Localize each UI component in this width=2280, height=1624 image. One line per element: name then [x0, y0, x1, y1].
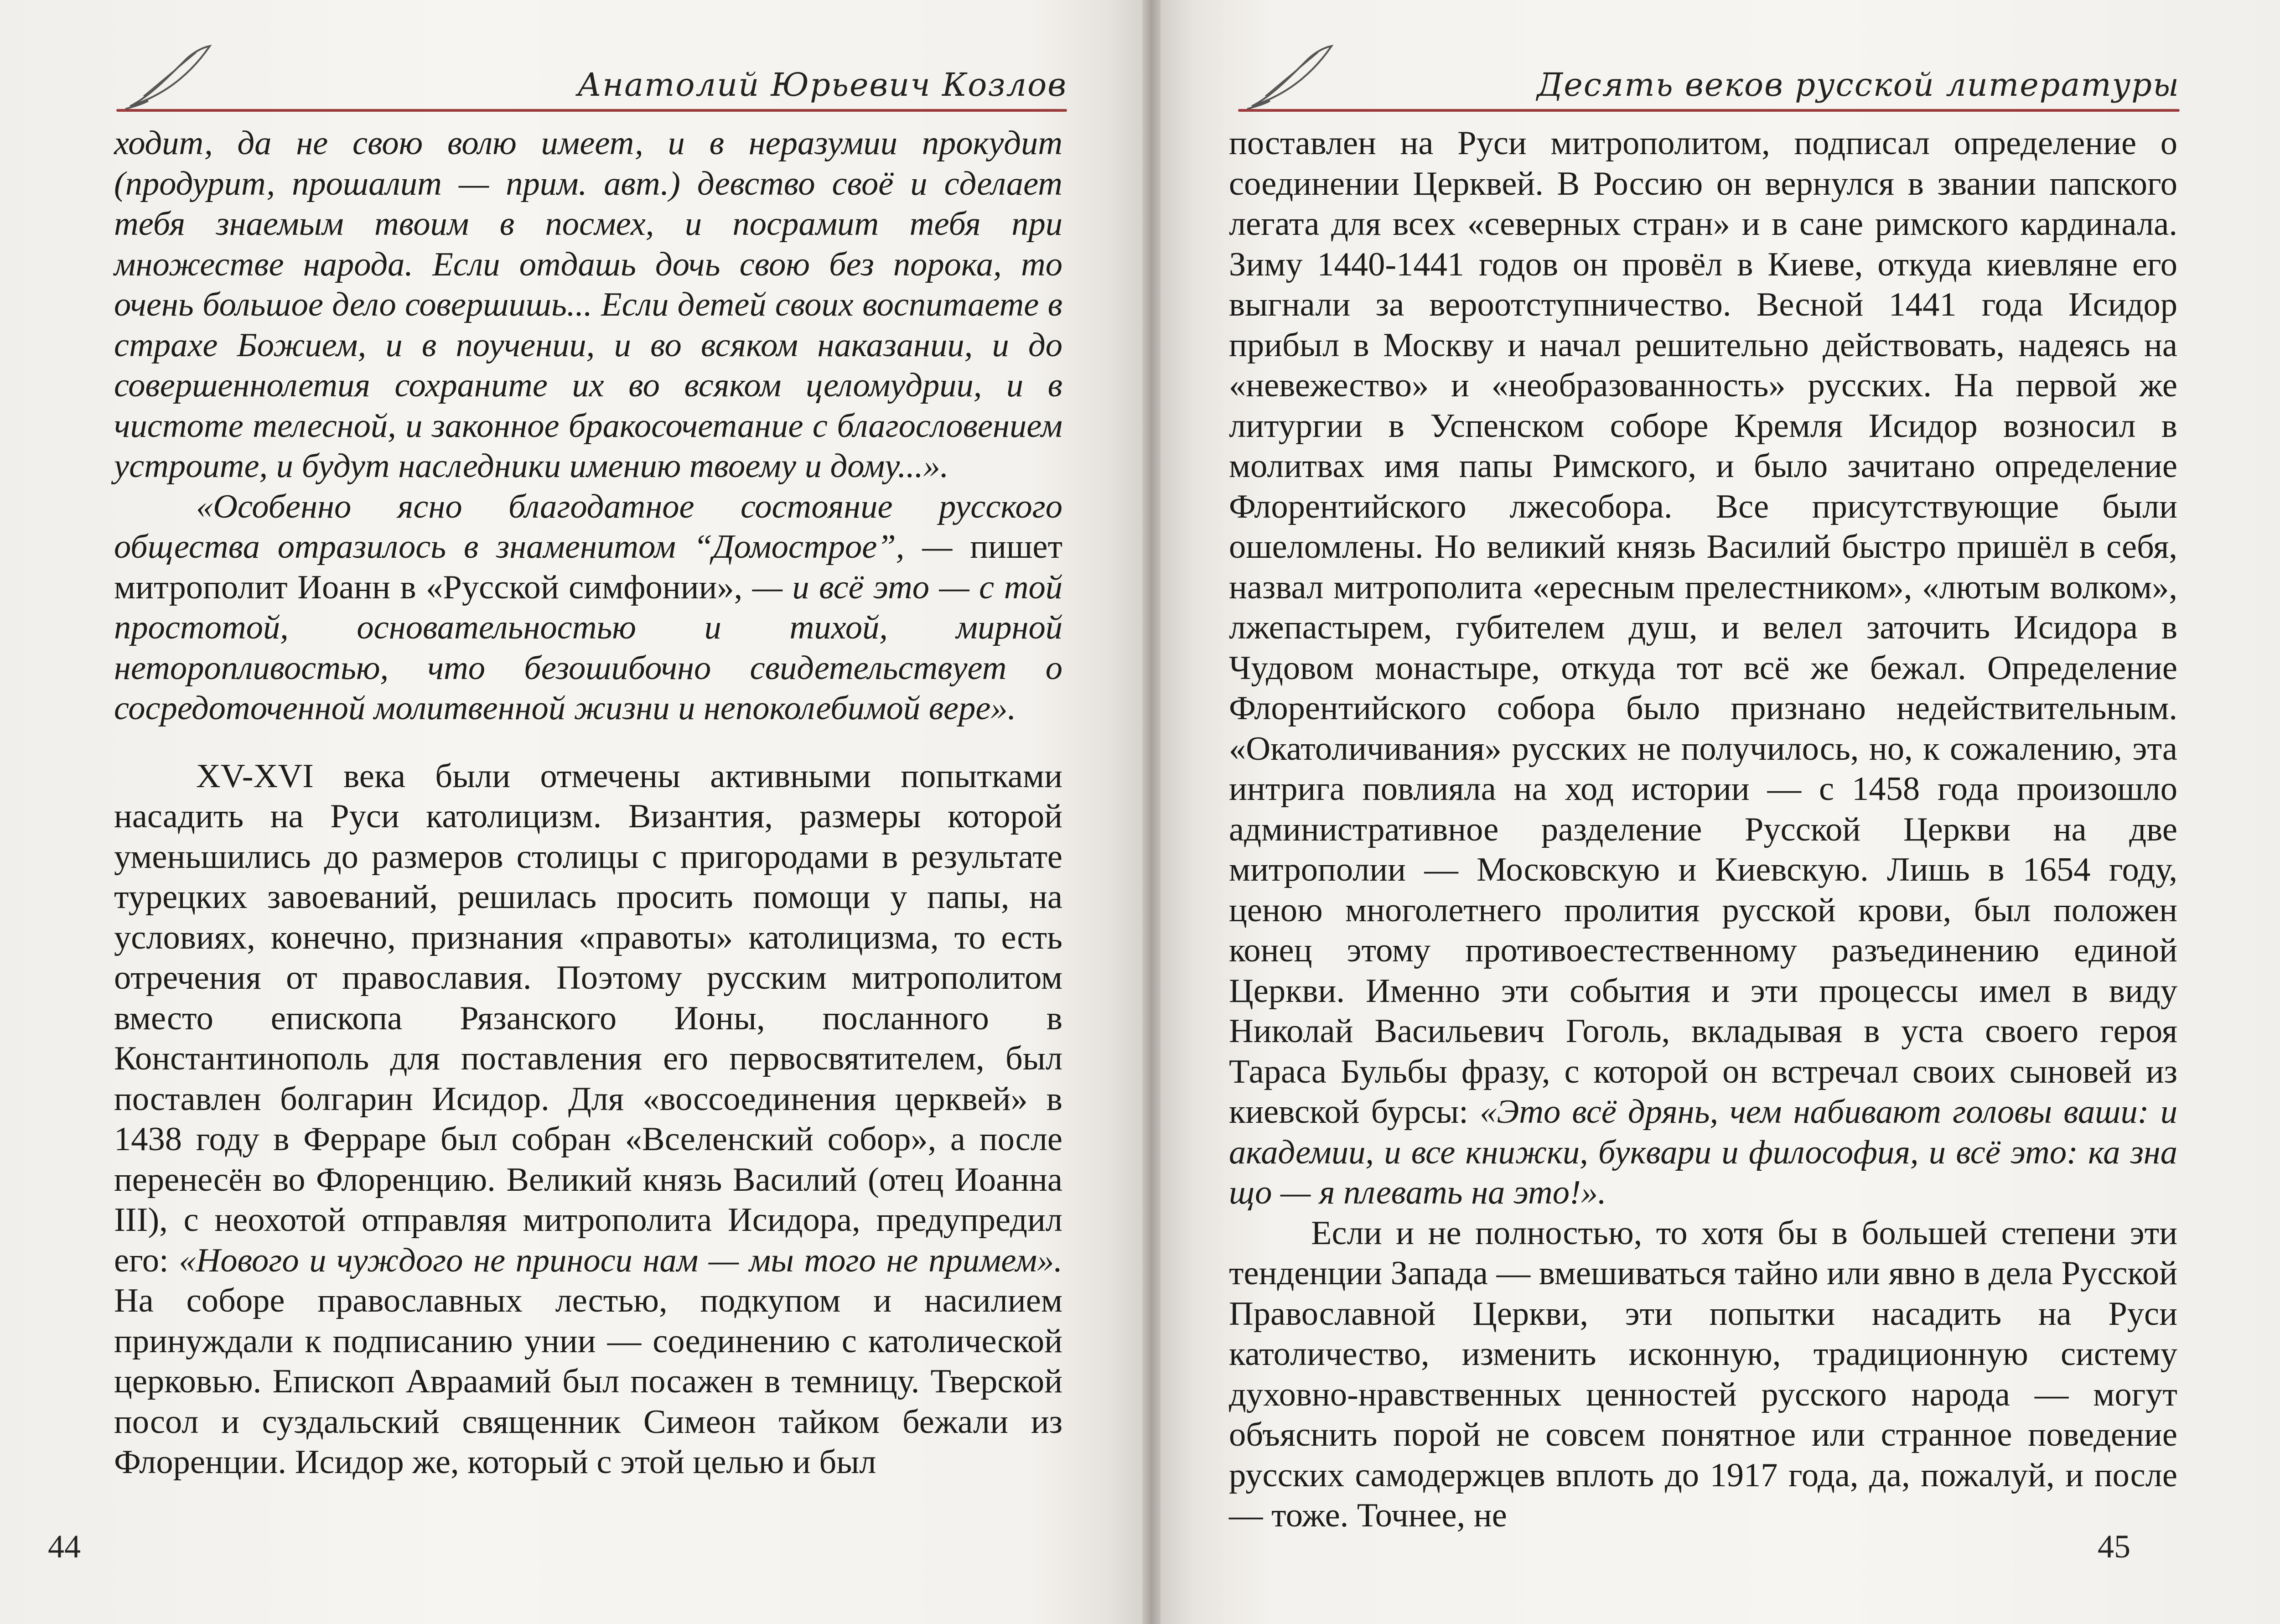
attribution: пишет митрополит Иоанн в «Русской симфонии»,: [114, 528, 1063, 606]
right-page: [1161, 0, 2280, 1624]
quill-icon: [1238, 42, 1338, 111]
quill-icon: [116, 42, 217, 111]
paragraph-isidore: [1229, 123, 2177, 1213]
para3-part-c: На соборе православных лестью, подкупом и насилием принуждали к подписанию унии — соединению с католической церковью. Епископ Авраамий был посажен в темницу. Тверской посол и суздальский священник Симеон тайком бежали из Флоренции. Исидор же, который с этой целью и был: [114, 1282, 1062, 1481]
left-page-text: [114, 123, 1062, 1514]
page-number-left: 44: [48, 1528, 81, 1565]
paragraph-domostroy: [114, 487, 1062, 729]
gogol-quote: «Это всё дрянь, чем набивают головы ваши: и академии, и все книжки, буквари и философия, и всё это: ка зна що — я плевать на это!».: [1229, 1093, 2177, 1211]
left-page-header: [116, 43, 1067, 112]
para3-quote: «Нового и чуждого не приноси нам — мы того не примем».: [179, 1241, 1062, 1279]
page-number-right: 45: [2098, 1528, 2130, 1565]
right-page-header: [1238, 43, 2180, 112]
header-rule: [1238, 109, 2180, 112]
para3-part-a: XV-XVI века были отмечены активными попытками насадить на Руси католицизм. Византия, размеры которой уменьшились до размеров столицы с пригородами в результате турецких завоеваний, решилась просить помощи у папы, на условиях, конечно, признания «правоты» католицизма, то есть отречения от православия. Поэтому русским митрополитом вместо епископа Рязанского Ионы, посланного в Константинополь для поставления его первосвятителем, был поставлен болгарин Исидор. Для «воссоединения церквей» в 1438 году в Ферраре был собран «Вселенский собор», а после перенесён во Флоренцию. Великий князь Василий (отец Иоанна III), с неохотой отправляя митрополита Исидора, предупредил его:: [114, 757, 1062, 1279]
paragraph-west-tendencies: Если и не полностью, то хотя бы в большей степени эти тенденции Запада — вмешиваться тайно или явно в дела Русской Православной Церкви, эти попытки насадить на Руси католичество, изменить исконную, традиционную систему духовно-нравственных ценностей русского народа — могут объяснить порой не совсем понятное или странное поведение русских самодержцев вплоть до 1917 года, да, пожалуй, и после — тоже. Точнее, не: [1229, 1214, 2177, 1534]
right-page-text: [1229, 123, 2177, 1534]
running-head-author: Анатолий Юрьевич Козлов: [577, 66, 1067, 104]
quote-part-c: — и всё это — с той простотой, основательностью и тихой, мирной неторопливостью, что безошибочно свидетельствует о сосредоточенной молитвенной жизни и непоколебимой вере».: [114, 568, 1062, 727]
para1-text: поставлен на Руси митрополитом, подписал определение о соединении Церквей. В Россию он вернулся в звании папского легата для всех «северных стран» и в сане римского кардинала. Зиму 1440-1441 годов он провёл в Киеве, откуда киевляне его выгнали за вероотступничество. Весной 1441 года Исидор прибыл в Москву и начал решительно действовать, надеясь на «невежество» и «необразованность» русских. На первой же литургии в Успенском соборе Кремля Исидор возносил в молитвах имя папы Римского, и было зачитано определение Флорентийского лжесобора. Все присутствующие были ошеломлены. Но великий князь Василий быстро пришёл в себя, назвал митрополита «ересным прелестником», «лютым волком», лжепастырем, губителем душ, и велел заточить Исидора в Чудовом монастыре, откуда тот всё же бежал. Определение Флорентийского собора было признано недействительным. «Окатоличивания» русских не получилось, но, к сожалению, эта интрига повлияла на ход истории — с 1458 года произошло административное разделение Русской Церкви на две митрополии — Московскую и Киевскую. Лишь в 1654 году, ценою многолетнего пролития русской крови, был положен конец этому противоестественному разъединению единой Церкви. Именно эти события и эти процессы имел в виду Николай Васильевич Гоголь, вкладывая в уста своего героя Тараса Бульбы фразу, с которой он встречал своих сыновей из киевской бурсы:: [1229, 125, 2177, 1131]
header-rule: [116, 109, 1067, 112]
quote-continuation: ходит, да не свою волю имеет, и в неразумии прокудит (продурит, прошалит — прим. авт.) девство своё и сделает тебя знаемым твоим в посмех, и посрамит тебя при множестве народа. Если отдашь дочь свою без порока, то очень большое дело совершишь... Если детей своих воспитаете в страхе Божием, и в поучении, и во всяком наказании, и до совершеннолетия сохраните их во всяком целомудрии, и в чистоте телесной, и законное бракосочетание с благословением устроите, и будут наследники имению твоему и дому...».: [114, 125, 1062, 485]
book-gutter: [1142, 0, 1161, 1624]
quote-part-a: «Особенно ясно благодатное состояние русского общества отразилось в знаменитом “Домострое”, —: [114, 488, 1062, 566]
paragraph-catholicism: [114, 756, 1062, 1483]
running-head-book-title: Десять веков русской литературы: [1537, 66, 2180, 104]
